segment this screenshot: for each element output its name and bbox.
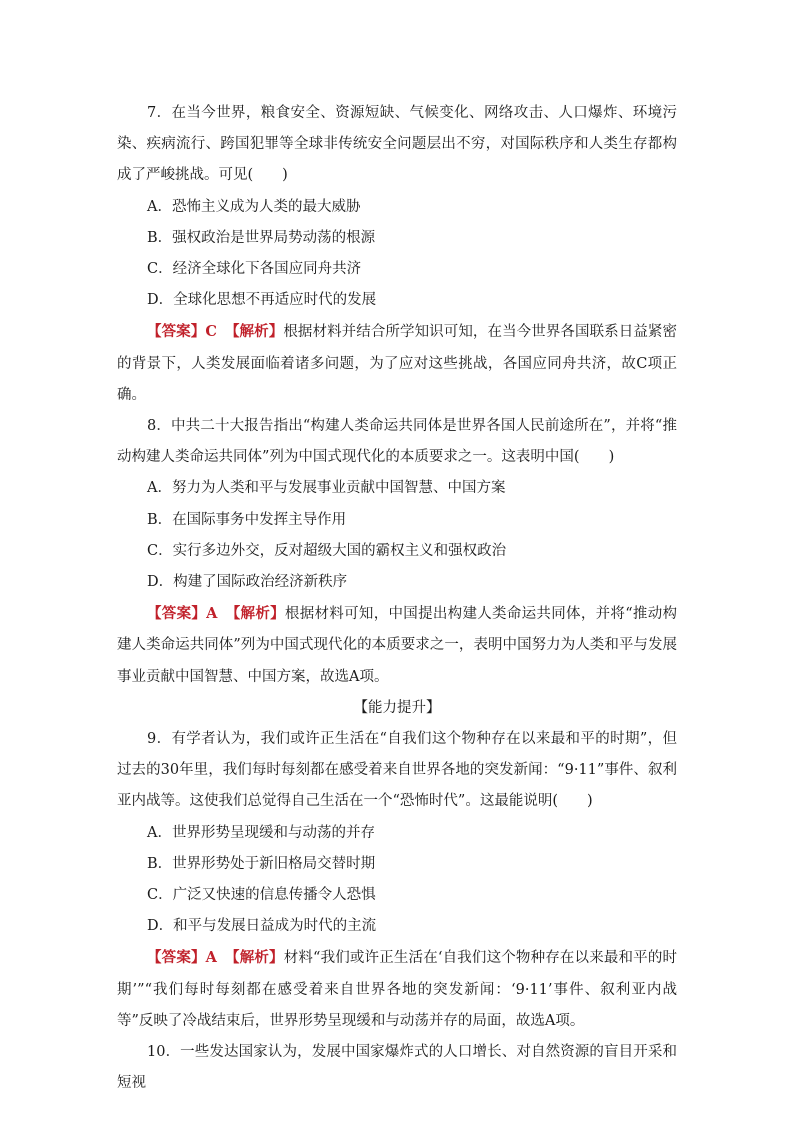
analysis-text: 根据材料可知，中国提出构建人类命运共同体，并将“推动构建人类命运共同体”列为中国式现代化的本质要求之一，表明中国努力为人类和平与发展事业贡献中国智慧、中国方案，故选A项。: [117, 606, 678, 685]
question-7-stem: 7．在当今世界，粮食安全、资源短缺、气候变化、网络攻击、人口爆炸、环境污染、疾病流行、跨国犯罪等全球非传统安全问题层出不穷，对国际秩序和人类生存都构成了严峻挑战。可见( ): [117, 105, 677, 184]
question-7-option-b: B．强权政治是世界局势动荡的根源: [147, 229, 376, 246]
question-7-option-a: A．恐怖主义成为人类的最大威胁: [147, 198, 361, 215]
question-10-stem: 10．一些发达国家认为，发展中国家爆炸式的人口增长、对自然资源的盲目开采和短视: [117, 1044, 677, 1092]
section-heading: 【能力提升】: [353, 699, 441, 716]
question-8-option-b: B．在国际事务中发挥主导作用: [147, 511, 347, 528]
question-7-answer: [117, 316, 677, 411]
question-9-stem: 9．有学者认为，我们或许正生活在“自我们这个物种存在以来最和平的时期”，但过去的30年里，我们每时每刻都在感受着来自世界各地的突发新闻：“9·11”事件、叙利亚内战等。这使我们总觉得自己生活在一个“恐怖时代”。这最能说明( ): [117, 731, 677, 810]
analysis-label: 【解析】: [224, 949, 284, 967]
question-7-option-c: C．经济全球化下各国应同舟共济: [147, 261, 362, 278]
question-7-option-d: D．全球化思想不再适应时代的发展: [147, 292, 377, 309]
question-8-stem: 8．中共二十大报告指出“构建人类命运共同体是世界各国人民前途所在”，并将“推动构建人类命运共同体”列为中国式现代化的本质要求之一。这表明中国( ): [117, 418, 677, 466]
question-8-option-c: C．实行多边外交，反对超级大国的霸权主义和强权政治: [147, 542, 507, 559]
answer-label: 【答案】A: [147, 605, 218, 623]
question-9-option-b: B．世界形势处于新旧格局交替时期: [147, 855, 376, 872]
analysis-text: 材料“我们或许正生活在‘自我们这个物种存在以来最和平的时期’”“我们每时每刻都在感受着来自世界各地的突发新闻：‘9·11’事件、叙利亚内战等”反映了冷战结束后，世界形势呈现缓和与动荡并存的局面，故选A项。: [117, 950, 677, 1029]
question-9-option-c: C．广泛又快速的信息传播令人恐惧: [147, 887, 376, 904]
analysis-label: 【解析】: [224, 323, 284, 341]
question-9-answer: [117, 942, 677, 1037]
question-8-option-d: D．构建了国际政治经济新秩序: [147, 574, 348, 591]
analysis-label: 【解析】: [225, 605, 285, 623]
question-9-option-a: A．世界形势呈现缓和与动荡的并存: [147, 824, 375, 841]
question-8-option-a: A．努力为人类和平与发展事业贡献中国智慧、中国方案: [147, 480, 506, 497]
analysis-text: 根据材料并结合所学知识可知，在当今世界各国联系日益紧密的背景下，人类发展面临着诸多问题，为了应对这些挑战，各国应同舟共济，故C项正确。: [117, 324, 678, 403]
question-9-option-d: D．和平与发展日益成为时代的主流: [147, 918, 377, 935]
answer-label: 【答案】C: [147, 323, 217, 341]
page-content: [117, 98, 677, 1100]
question-8-answer: [117, 598, 677, 693]
answer-label: 【答案】A: [147, 949, 217, 967]
